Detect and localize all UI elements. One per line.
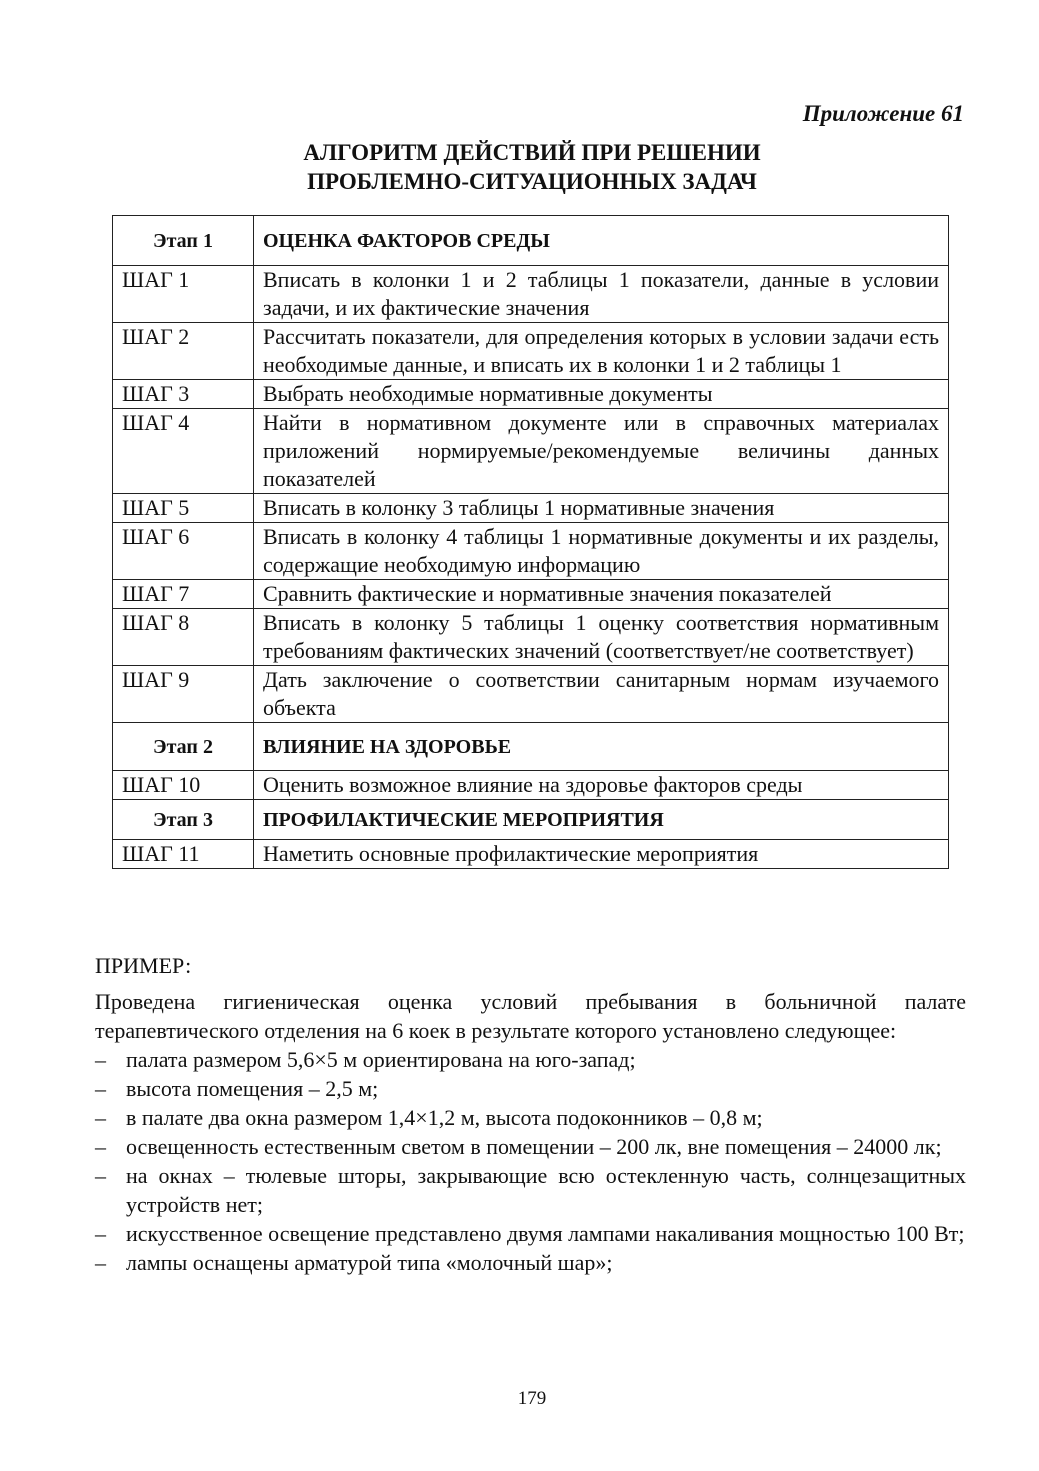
- step-label: ШАГ 7: [113, 580, 254, 609]
- step-label: ШАГ 9: [113, 666, 254, 723]
- step-description: Оценить возможное влияние на здоровье факторов среды: [254, 771, 949, 800]
- step-label: ШАГ 8: [113, 609, 254, 666]
- step-row: [113, 666, 949, 723]
- step-label: ШАГ 2: [113, 323, 254, 380]
- step-description: Наметить основные профилактические мероприятия: [254, 840, 949, 869]
- step-row: [113, 409, 949, 494]
- bullet-item: [95, 1103, 966, 1132]
- algorithm-table: [112, 215, 949, 869]
- step-description: Дать заключение о соответствии санитарным нормам изучаемого объекта: [254, 666, 949, 723]
- bullet-text: высота помещения – 2,5 м;: [126, 1076, 379, 1101]
- step-label: ШАГ 6: [113, 523, 254, 580]
- example-intro: Проведена гигиеническая оценка условий пребывания в больничной палате терапевтического отделения на 6 коек в результате которого установлено следующее:: [95, 989, 966, 1043]
- document-title: [0, 138, 1039, 196]
- step-row: [113, 580, 949, 609]
- bullet-item: [95, 1074, 966, 1103]
- example-bullet-list: [95, 1045, 966, 1277]
- stage-title: ОЦЕНКА ФАКТОРОВ СРЕДЫ: [254, 216, 949, 266]
- step-description: Сравнить фактические и нормативные значения показателей: [254, 580, 949, 609]
- bullet-text: на окнах – тюлевые шторы, закрывающие всю остекленную часть, солнцезащитных устройств нет;: [126, 1163, 966, 1217]
- bullet-item: [95, 1132, 966, 1161]
- bullet-text: палата размером 5,6×5 м ориентирована на юго-запад;: [126, 1047, 636, 1072]
- bullet-dash: –: [95, 1076, 106, 1101]
- step-label: ШАГ 5: [113, 494, 254, 523]
- step-description: Вписать в колонки 1 и 2 таблицы 1 показатели, данные в условии задачи, и их фактические значения: [254, 266, 949, 323]
- stage-title: ПРОФИЛАКТИЧЕСКИЕ МЕРОПРИЯТИЯ: [254, 800, 949, 840]
- bullet-dash: –: [95, 1105, 106, 1130]
- step-row: [113, 266, 949, 323]
- step-row: [113, 494, 949, 523]
- bullet-text: в палате два окна размером 1,4×1,2 м, высота подоконников – 0,8 м;: [126, 1105, 763, 1130]
- page-number: 179: [517, 1388, 547, 1409]
- bullet-item: [95, 1219, 966, 1248]
- step-description: Вписать в колонку 3 таблицы 1 нормативные значения: [254, 494, 949, 523]
- example-label: ПРИМЕР:: [95, 953, 192, 978]
- step-row: [113, 523, 949, 580]
- step-description: Найти в нормативном документе или в справочных материалах приложений нормируемые/рекомендуемые величины данных показателей: [254, 409, 949, 494]
- step-label: ШАГ 1: [113, 266, 254, 323]
- step-description: Выбрать необходимые нормативные документы: [254, 380, 949, 409]
- appendix-label: Приложение 61: [802, 101, 964, 126]
- step-row: [113, 771, 949, 800]
- stage-row: [113, 216, 949, 266]
- bullet-dash: –: [95, 1163, 106, 1188]
- step-row: [113, 609, 949, 666]
- stage-title: ВЛИЯНИЕ НА ЗДОРОВЬЕ: [254, 723, 949, 771]
- stage-label: Этап 3: [113, 800, 254, 840]
- step-description: Рассчитать показатели, для определения которых в условии задачи есть необходимые данные, и вписать их в колонки 1 и 2 таблицы 1: [254, 323, 949, 380]
- title-line-1: АЛГОРИТМ ДЕЙСТВИЙ ПРИ РЕШЕНИИ: [303, 140, 761, 165]
- bullet-item: [95, 1248, 966, 1277]
- stage-row: [113, 723, 949, 771]
- step-description: Вписать в колонку 5 таблицы 1 оценку соответствия нормативным требованиям фактических значений (соответствует/не соответствует): [254, 609, 949, 666]
- bullet-dash: –: [95, 1047, 106, 1072]
- bullet-dash: –: [95, 1221, 106, 1246]
- step-row: [113, 380, 949, 409]
- bullet-text: искусственное освещение представлено двумя лампами накаливания мощностью 100 Вт;: [126, 1221, 965, 1246]
- bullet-text: лампы оснащены арматурой типа «молочный шар»;: [126, 1250, 613, 1275]
- step-label: ШАГ 4: [113, 409, 254, 494]
- bullet-text: освещенность естественным светом в помещении – 200 лк, вне помещения – 24000 лк;: [126, 1134, 942, 1159]
- bullet-item: [95, 1045, 966, 1074]
- step-row: [113, 840, 949, 869]
- step-row: [113, 323, 949, 380]
- bullet-dash: –: [95, 1250, 106, 1275]
- stage-row: [113, 800, 949, 840]
- step-description: Вписать в колонку 4 таблицы 1 нормативные документы и их разделы, содержащие необходимую информацию: [254, 523, 949, 580]
- stage-label: Этап 2: [113, 723, 254, 771]
- title-line-2: ПРОБЛЕМНО-СИТУАЦИОННЫХ ЗАДАЧ: [307, 169, 757, 194]
- step-label: ШАГ 3: [113, 380, 254, 409]
- bullet-item: [95, 1161, 966, 1219]
- step-label: ШАГ 10: [113, 771, 254, 800]
- bullet-dash: –: [95, 1134, 106, 1159]
- stage-label: Этап 1: [113, 216, 254, 266]
- step-label: ШАГ 11: [113, 840, 254, 869]
- algorithm-table-body: [113, 216, 949, 869]
